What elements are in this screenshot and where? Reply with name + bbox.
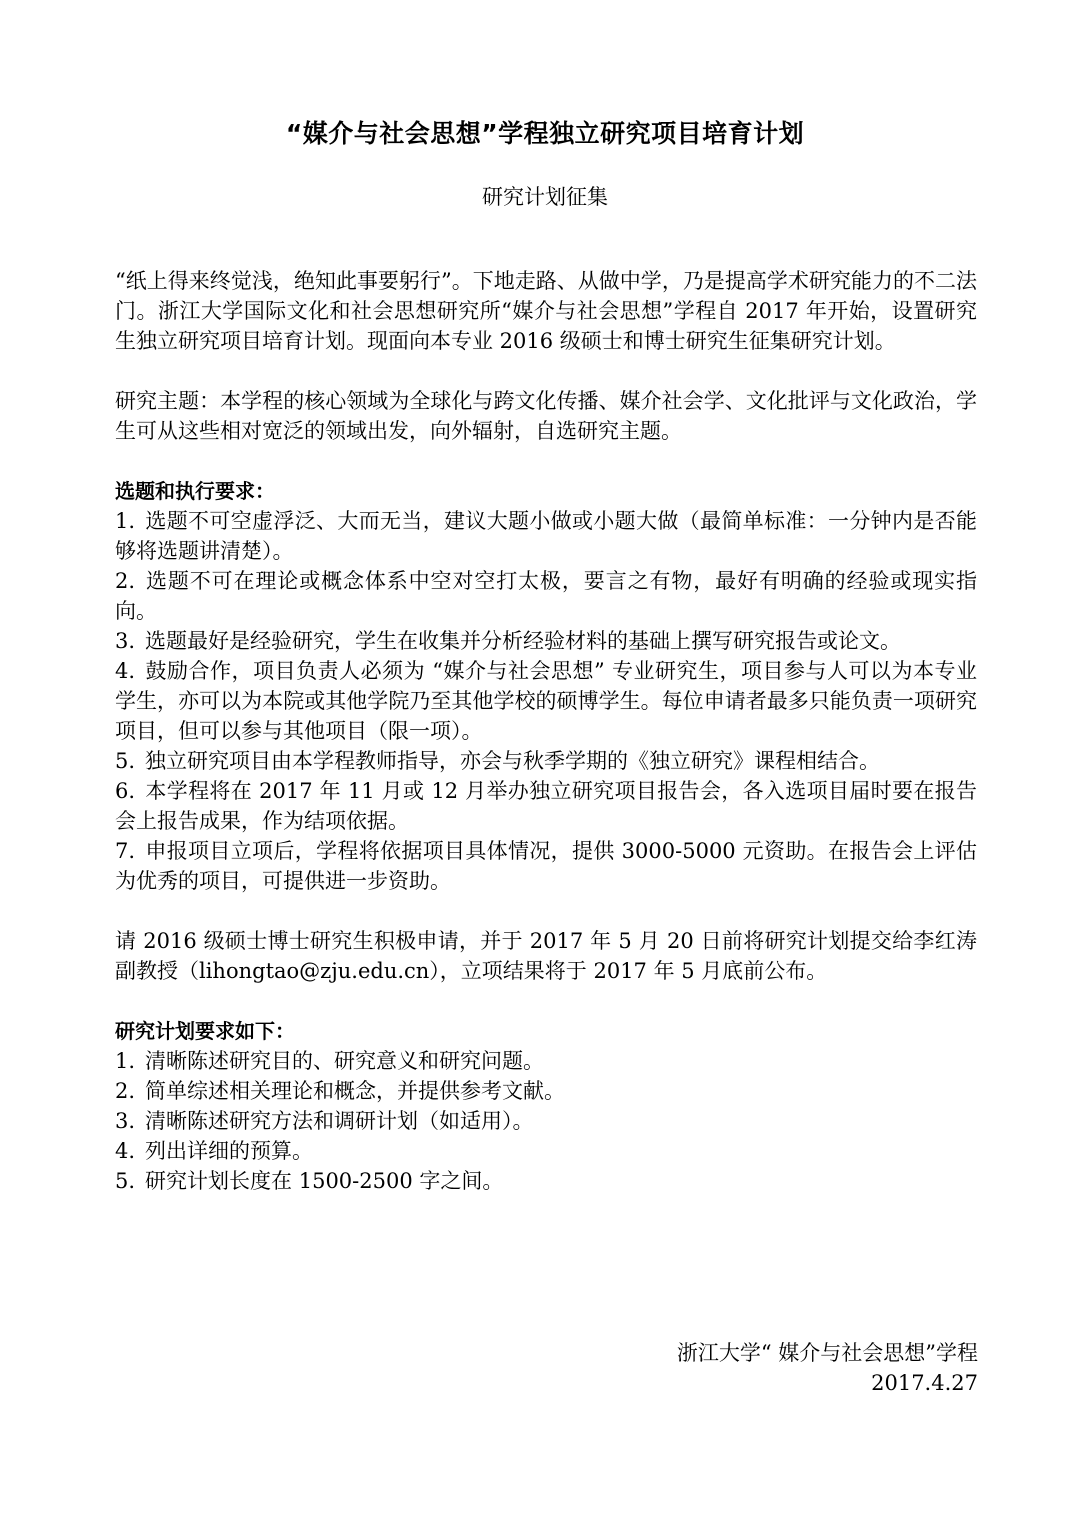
paragraph-gap	[115, 356, 977, 386]
list-item-number: 1.	[115, 1049, 136, 1073]
document-subtitle: 研究计划征集	[482, 185, 608, 209]
list-item	[115, 836, 977, 896]
intro-paragraph: “纸上得来终觉浅，绝知此事要躬行”。下地走路、从做中学，乃是提高学术研究能力的不二法门。浙江大学国际文化和社会思想研究所“媒介与社会思想”学程自 2017 年开始，设置研究生独立研究项目培育计划。现面向本专业 2016 级硕士和博士研究生征集研究计划。	[115, 269, 977, 353]
topic-paragraph: 研究主题：本学程的核心领域为全球化与跨文化传播、媒介社会学、文化批评与文化政治，学生可从这些相对宽泛的领域出发，向外辐射，自选研究主题。	[115, 389, 977, 443]
list-item	[115, 776, 977, 836]
plan-list	[115, 1046, 977, 1196]
paragraph-gap	[115, 446, 977, 476]
list-item-text: 选题最好是经验研究，学生在收集并分析经验材料的基础上撰写研究报告或论文。	[145, 629, 902, 653]
list-item	[115, 1076, 977, 1106]
list-item-text: 简单综述相关理论和概念，并提供参考文献。	[145, 1079, 566, 1103]
list-item-number: 5.	[115, 1169, 136, 1193]
list-item	[115, 656, 977, 746]
list-item	[115, 746, 977, 776]
document-body	[115, 266, 977, 1196]
list-item	[115, 566, 977, 626]
list-item-number: 3.	[115, 629, 136, 653]
paragraph-gap	[115, 896, 977, 926]
list-item-text: 清晰陈述研究目的、研究意义和研究问题。	[145, 1049, 545, 1073]
list-item	[115, 1136, 977, 1166]
list-item-text: 独立研究项目由本学程教师指导，亦会与秋季学期的《独立研究》课程相结合。	[145, 749, 881, 773]
requirements-list	[115, 506, 977, 896]
list-item-number: 4.	[115, 659, 136, 683]
list-item-text: 列出详细的预算。	[145, 1139, 314, 1163]
requirements-heading: 选题和执行要求：	[115, 479, 275, 503]
list-item	[115, 506, 977, 566]
list-item-text: 清晰陈述研究方法和调研计划（如适用）。	[145, 1109, 534, 1133]
list-item	[115, 626, 977, 656]
list-item-number: 1.	[115, 509, 136, 533]
application-paragraph: 请 2016 级硕士博士研究生积极申请，并于 2017 年 5 月 20 日前将研究计划提交给李红涛副教授（lihongtao@zju.edu.cn），立项结果将于 2017 年 5 月底前公布。	[115, 929, 977, 983]
list-item-number: 5.	[115, 749, 136, 773]
paragraph-gap	[115, 986, 977, 1016]
list-item-text: 本学程将在 2017 年 11 月或 12 月举办独立研究项目报告会，各入选项目届时要在报告会上报告成果，作为结项依据。	[115, 779, 977, 833]
list-item-text: 研究计划长度在 1500-2500 字之间。	[145, 1169, 504, 1193]
list-item	[115, 1046, 977, 1076]
signature-organization: 浙江大学“ 媒介与社会思想”学程	[676, 1341, 978, 1365]
list-item	[115, 1106, 977, 1136]
list-item-number: 2.	[115, 1079, 136, 1103]
list-item-text: 申报项目立项后，学程将依据项目具体情况，提供 3000-5000 元资助。在报告会上评估为优秀的项目，可提供进一步资助。	[115, 839, 977, 893]
list-item-number: 7.	[115, 839, 136, 863]
signature-date: 2017.4.27	[871, 1371, 978, 1395]
list-item-number: 6.	[115, 779, 136, 803]
plan-heading: 研究计划要求如下：	[115, 1019, 295, 1043]
list-item-text: 选题不可空虚浮泛、大而无当，建议大题小做或小题大做（最简单标准：一分钟内是否能够将选题讲清楚）。	[115, 509, 977, 563]
list-item-number: 4.	[115, 1139, 136, 1163]
list-item-number: 2.	[115, 569, 136, 593]
list-item	[115, 1166, 977, 1196]
signature-block	[677, 1338, 978, 1398]
list-item-number: 3.	[115, 1109, 136, 1133]
list-item-text: 选题不可在理论或概念体系中空对空打太极，要言之有物，最好有明确的经验或现实指向。	[115, 569, 977, 623]
document-title: “媒介与社会思想”学程独立研究项目培育计划	[285, 119, 805, 148]
list-item-text: 鼓励合作，项目负责人必须为 “媒介与社会思想” 专业研究生，项目参与人可以为本专业学生，亦可以为本院或其他学院乃至其他学校的硕博学生。每位申请者最多只能负责一项研究项目，但可以参与其他项目（限一项）。	[115, 659, 977, 743]
